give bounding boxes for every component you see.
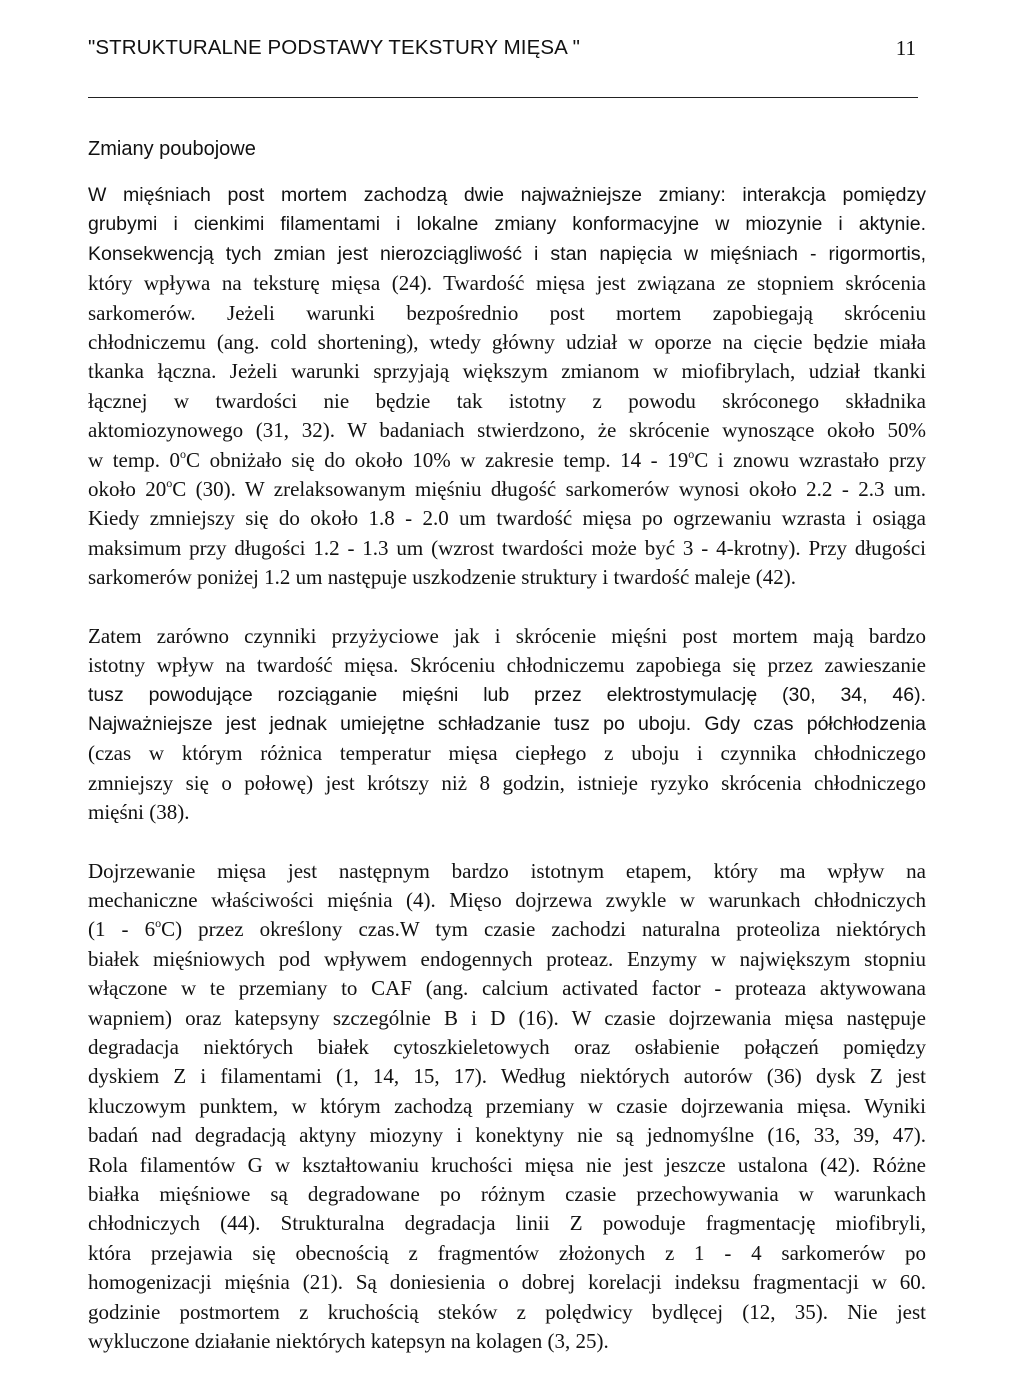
text-line: grubymi i cienkimi filamentami i lokalne zmiany konformacyjne w miozynie i aktynie.	[88, 213, 926, 236]
text-line: Kiedy zmniejszy się do około 1.8 - 2.0 um twardość mięsa po ogrzewaniu wzrasta i osiąga	[88, 506, 926, 531]
degree-superscript: o	[688, 446, 695, 461]
degree-superscript: o	[180, 446, 187, 461]
text-line: który wpływa na teksturę mięsa (24). Twardość mięsa jest związana ze stopniem skrócenia	[88, 271, 926, 296]
text-line: homogenizacji mięśnia (21). Są doniesienia o dobrej korelacji indeksu fragmentacji w 60.	[88, 1270, 926, 1295]
text-line: Rola filamentów G w kształtowaniu kruchości mięsa nie jest jeszcze ustalona (42). Różne	[88, 1152, 926, 1177]
text-line: mięśni (38).	[88, 800, 190, 825]
text-line: mechaniczne właściwości mięśnia (4). Mięso dojrzewa zwykle w warunkach chłodniczych	[88, 887, 926, 912]
text-line: około 20$^o$C (30). W zrelaksowanym mięśniu długość sarkomerów wynosi około 2.2 - 2.3 um.	[88, 476, 926, 502]
text-line: W mięśniach post mortem zachodzą dwie najważniejsze zmiany: interakcja pomiędzy	[88, 184, 926, 206]
paragraph	[88, 857, 926, 1357]
running-header	[88, 36, 920, 66]
text-line: Najważniejsze jest jednak umiejętne schładzanie tusz po uboju. Gdy czas półchłodzenia	[88, 712, 926, 735]
degree-superscript: o	[166, 476, 173, 491]
text-line: białek mięśniowych pod wpływem endogennych proteaz. Enzymy w największym stopniu	[88, 946, 926, 971]
text-line: zmniejszy się o połowę) jest krótszy niż 8 godzin, istnieje ryzyko skrócenia chłodniczego	[88, 770, 926, 795]
text-line: sarkomerów poniżej 1.2 um następuje uszkodzenie struktury i twardość maleje (42).	[88, 565, 796, 590]
page-number: 11	[895, 36, 916, 60]
text-line: tusz powodujące rozciąganie mięśni lub przez elektrostymulację (30, 34, 46).	[88, 683, 926, 706]
text-line: chłodniczemu (ang. cold shortening), wtedy główny udział w oporze na cięcie będzie miała	[88, 330, 926, 355]
text-line: tkanka łączna. Jeżeli warunki sprzyjają większym zmianom w miofibrylach, udział tkanki	[88, 359, 926, 384]
text-line: godzinie postmortem z kruchością steków z polędwicy bydlęcej (12, 35). Nie jest	[88, 1299, 926, 1324]
header-rule	[88, 97, 918, 98]
running-title: "STRUKTURALNE PODSTAWY TEKSTURY MIĘSA "	[88, 36, 580, 59]
text-line: chłodniczych (44). Strukturalna degradacja linii Z powoduje fragmentację miofibryli,	[88, 1211, 926, 1236]
degree-superscript: o	[155, 916, 162, 931]
text-line: sarkomerów. Jeżeli warunki bezpośrednio post mortem zapobiegają skróceniu	[88, 300, 926, 325]
text-line: badań nad degradacją aktyny miozyny i konektyny nie są jednomyślne (16, 33, 39, 47).	[88, 1123, 926, 1148]
text-line: (1 - 6$^o$C) przez określony czas.W tym czasie zachodzi naturalna proteoliza niektórych	[88, 916, 926, 942]
paragraph	[88, 181, 926, 593]
text-line: która przejawia się obecnością z fragmentów złożonych z 1 - 4 sarkomerów po	[88, 1240, 926, 1265]
text-line: wykluczone działanie niektórych katepsyn na kolagen (3, 25).	[88, 1329, 609, 1354]
text-line: dyskiem Z i filamentami (1, 14, 15, 17). Według niektórych autorów (36) dysk Z jest	[88, 1064, 926, 1089]
text-line: Konsekwencją tych zmian jest nierozciągliwość i stan napięcia w mięśniach - rigormortis,	[88, 242, 926, 265]
text-line: degradacja niektórych białek cytoszkieletowych oraz osłabienie połączeń pomiędzy	[88, 1034, 926, 1059]
body-text	[88, 134, 926, 1385]
text-line: kluczowym punktem, w którym zachodzą przemiany w czasie dojrzewania mięsa. Wyniki	[88, 1093, 926, 1118]
section-heading: Zmiany poubojowe	[88, 138, 256, 160]
text-line: istotny wpływ na twardość mięsa. Skróceniu chłodniczemu zapobiega się przez zawieszanie	[88, 653, 926, 678]
text-line: włączone w te przemiany to CAF (ang. calcium activated factor - proteaza aktywowana	[88, 976, 926, 1001]
text-line: wapniem) oraz katepsyny szczególnie B i D (16). W czasie dojrzewania mięsa następuje	[88, 1005, 926, 1030]
text-line: w temp. 0$^o$C obniżało się do około 10% w zakresie temp. 14 - 19$^o$C i znowu wzrastało przy	[88, 446, 927, 472]
text-line: Zatem zarówno czynniki przyżyciowe jak i skrócenie mięśni post mortem mają bardzo	[88, 623, 926, 648]
paragraphs-container	[88, 181, 926, 1356]
text-line: aktomiozynowego (31, 32). W badaniach stwierdzono, że skrócenie wynoszące około 50%	[88, 418, 926, 443]
paragraph	[88, 622, 926, 828]
text-line: białka mięśniowe są degradowane po różnym czasie przechowywania w warunkach	[88, 1182, 926, 1206]
text-line: maksimum przy długości 1.2 - 1.3 um (wzrost twardości może być 3 - 4-krotny). Przy długości	[88, 535, 926, 560]
text-line: Dojrzewanie mięsa jest następnym bardzo istotnym etapem, który ma wpływ na	[88, 858, 926, 883]
text-line: (czas w którym różnica temperatur mięsa ciepłego z uboju i czynnika chłodniczego	[88, 741, 926, 766]
text-line: łącznej w twardości nie będzie tak istotny z powodu skróconego składnika	[88, 388, 926, 413]
